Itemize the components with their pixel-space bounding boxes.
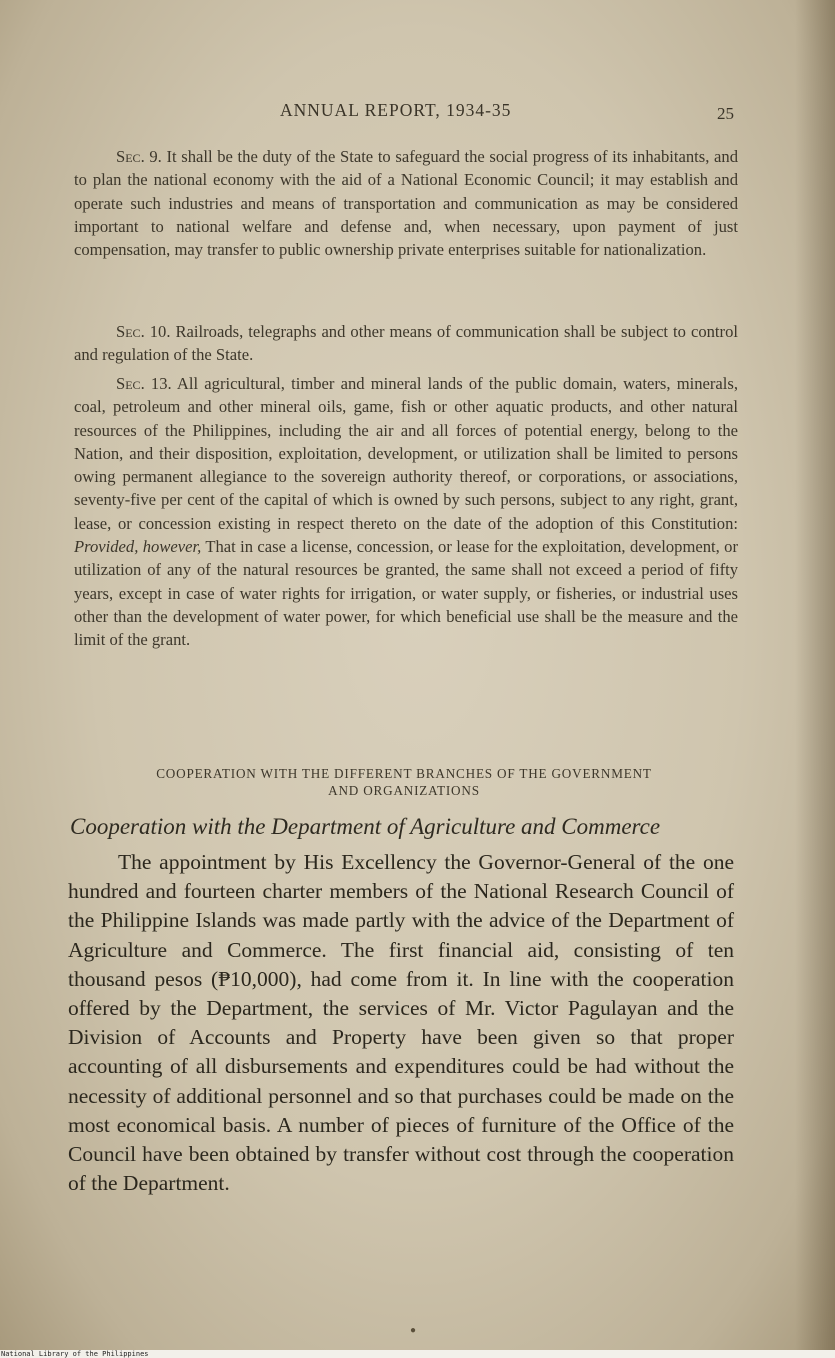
section-9-paragraph	[74, 145, 738, 261]
cooperation-heading-line-2: AND ORGANIZATIONS	[328, 783, 480, 798]
page-speck-mark: ●	[410, 1325, 417, 1336]
section-13-proviso: Provided, however,	[74, 537, 202, 557]
section-13-text-before: All agricultural, timber and mineral lands of the public domain, waters, minerals, coal, petroleum and other mineral oils, game, fish or other aquatic products, and other natural resources of the Philippines, including the air and all forces of potential energy, belong to the Nation, and their disposition, exploitation, development, or utilization shall be limited to persons owing permanent allegiance to the sovereign authority thereof, or corporations, or associations, seventy-five per cent of the capital of which is owned by such persons, subject to any right, grant, lease, or concession existing in respect thereto on the date of the adoption of this Constitution:	[74, 374, 738, 533]
section-13-paragraph	[74, 372, 738, 652]
cooperation-subheading: Cooperation with the Department of Agriculture and Commerce	[70, 814, 661, 839]
cooperation-paragraph-text: The appointment by His Excellency the Governor-General of the one hundred and fourteen charter members of the National Research Council of the Philippine Islands was made partly with the advice of the Department of Agriculture and Commerce. The first financial aid, consisting of ten thousand pesos (₱10,000), had come from it. In line with the cooperation offered by the Department, the services of Mr. Victor Pagulayan and the Division of Accounts and Property have been given so that proper accounting of all disbursements and expenditures could be had without the necessity of additional personnel and so that purchases could be made on the most economical basis. A number of pieces of furniture of the Office of the Council have been obtained by transfer without cost through the cooperation of the Department.	[68, 850, 734, 1196]
section-10-label: Sec. 10.	[116, 322, 171, 341]
cooperation-section-heading	[70, 765, 738, 799]
section-9-label: Sec. 9.	[116, 147, 162, 166]
page-number: 25	[717, 104, 734, 123]
section-13-text-after: That in case a license, concession, or lease for the exploitation, development, or utilization of any of the natural resources be granted, the same shall not exceed a period of fifty years, except in case of water rights for irrigation, or water supply, or fisheries, or industrial uses other than the development of water power, for which beneficial use shall be the measure and the limit of the grant.	[74, 537, 739, 650]
running-head-title: ANNUAL REPORT, 1934-35	[280, 100, 512, 120]
cooperation-heading-line-1: COOPERATION WITH THE DIFFERENT BRANCHES OF THE GOVERNMENT	[156, 766, 652, 781]
section-13-label: Sec. 13.	[116, 374, 172, 393]
cooperation-paragraph	[68, 848, 734, 1198]
section-9-text: It shall be the duty of the State to safeguard the social progress of its inhabitants, and to plan the national economy with the aid of a National Economic Council; it may establish and operate such industries and means of transportation and communication as may be considered important to national welfare and defense and, when necessary, upon payment of just compensation, may transfer to public ownership private enterprises suitable for nationalization.	[74, 147, 739, 260]
library-credit-footer: National Library of the Philippines	[0, 1350, 835, 1358]
section-10-text: Railroads, telegraphs and other means of communication shall be subject to control and regulation of the State.	[74, 322, 738, 365]
section-10-paragraph	[74, 320, 738, 367]
